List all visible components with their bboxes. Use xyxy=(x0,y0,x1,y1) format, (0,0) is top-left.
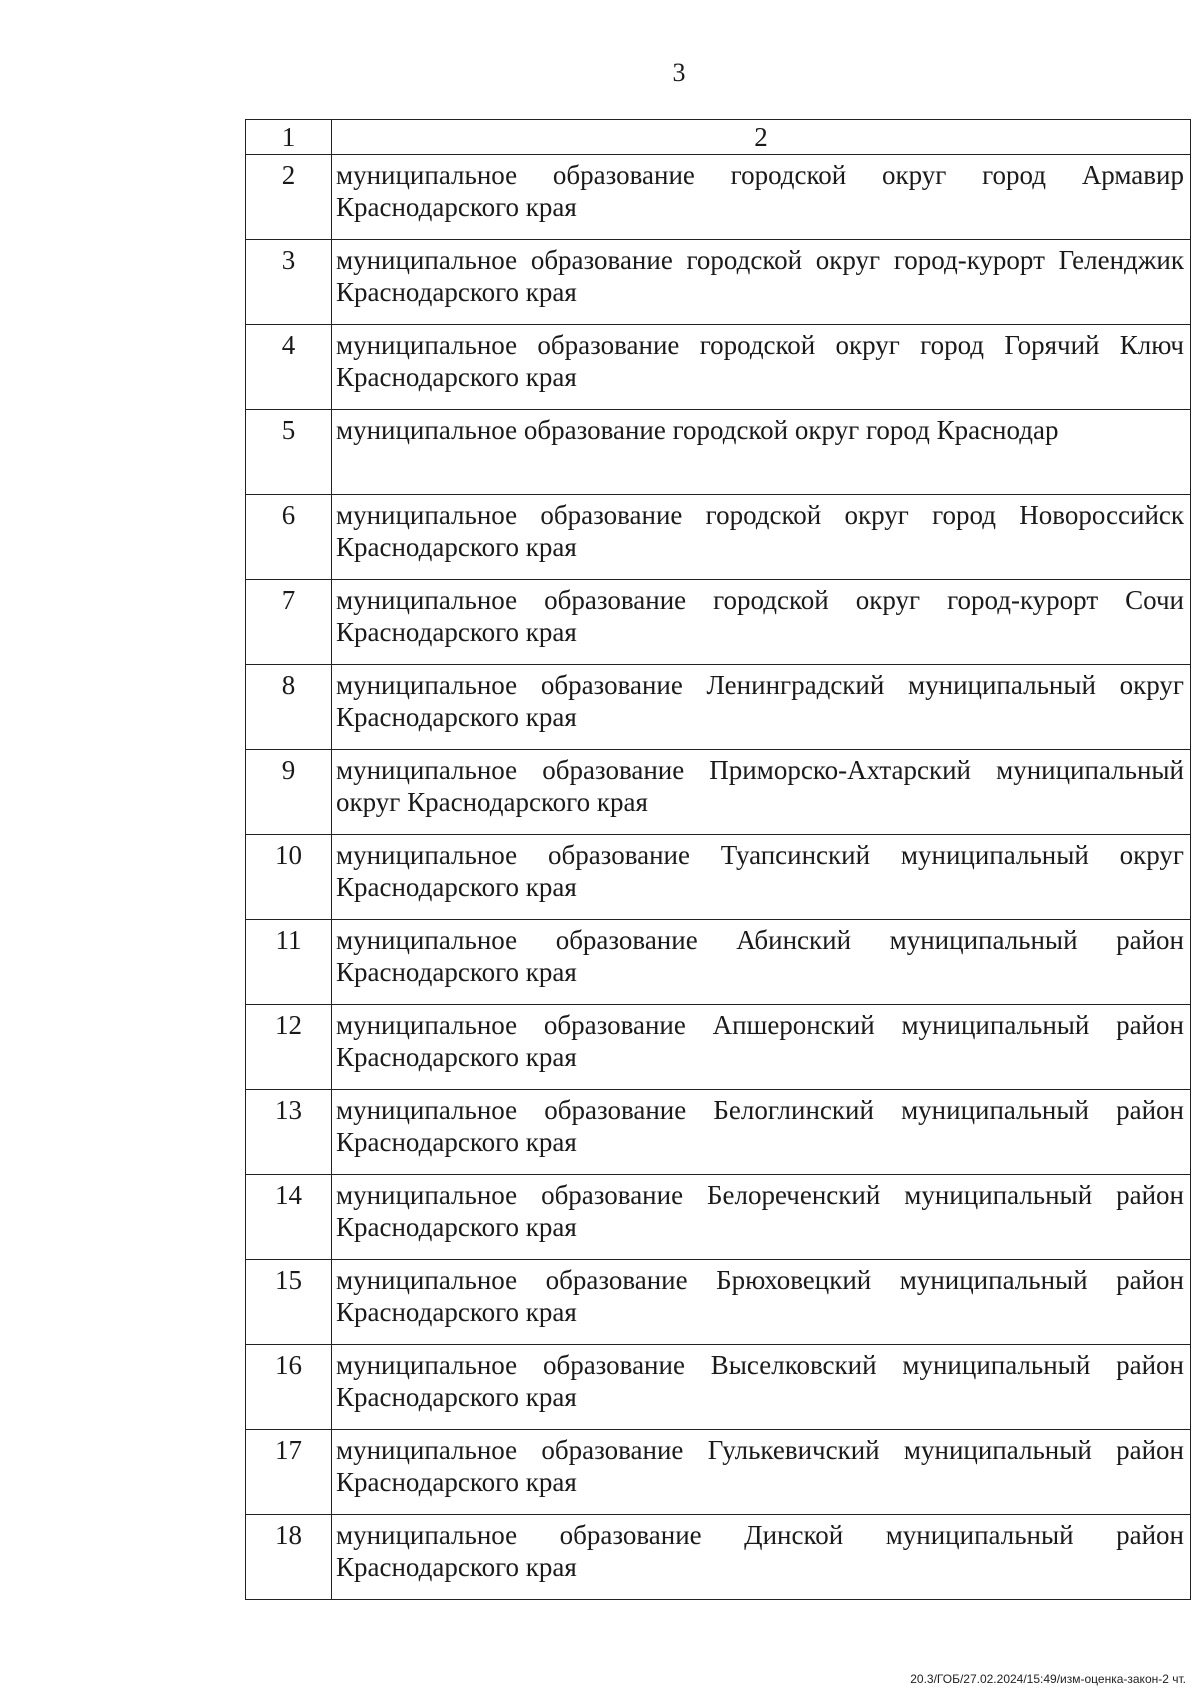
municipality-name: муниципальное образование Белореченский муниципальный район Краснодарского края xyxy=(332,1175,1191,1260)
municipalities-table xyxy=(245,119,1191,1600)
row-number: 7 xyxy=(246,580,332,665)
header-cell-number: 1 xyxy=(246,120,332,155)
table-row xyxy=(246,750,1191,835)
table-row xyxy=(246,1260,1191,1345)
municipality-name: муниципальное образование Гулькевичский муниципальный район Краснодарского края xyxy=(332,1430,1191,1515)
table-row xyxy=(246,495,1191,580)
table-row xyxy=(246,580,1191,665)
table-row xyxy=(246,1090,1191,1175)
table-row xyxy=(246,835,1191,920)
row-number: 17 xyxy=(246,1430,332,1515)
header-cell-name: 2 xyxy=(332,120,1191,155)
table-row xyxy=(246,325,1191,410)
row-number: 12 xyxy=(246,1005,332,1090)
municipality-name: муниципальное образование Белоглинский муниципальный район Краснодарского края xyxy=(332,1090,1191,1175)
row-number: 4 xyxy=(246,325,332,410)
municipality-name: муниципальное образование городской округ город-курорт Геленджик Краснодарского края xyxy=(332,240,1191,325)
row-number: 6 xyxy=(246,495,332,580)
municipality-name: муниципальное образование Апшеронский муниципальный район Краснодарского края xyxy=(332,1005,1191,1090)
municipality-name: муниципальное образование Выселковский муниципальный район Краснодарского края xyxy=(332,1345,1191,1430)
row-number: 10 xyxy=(246,835,332,920)
municipality-name: муниципальное образование городской округ город Горячий Ключ Краснодарского края xyxy=(332,325,1191,410)
table-row xyxy=(246,1345,1191,1430)
row-number: 8 xyxy=(246,665,332,750)
municipality-name: муниципальное образование Брюховецкий муниципальный район Краснодарского края xyxy=(332,1260,1191,1345)
table-row xyxy=(246,1175,1191,1260)
document-footer-code: 20.3/ГОБ/27.02.2024/15:49/изм-оценка-закон-2 чт. xyxy=(910,1672,1186,1686)
row-number: 5 xyxy=(246,410,332,495)
row-number: 16 xyxy=(246,1345,332,1430)
table-header-row xyxy=(246,120,1191,155)
table-row xyxy=(246,1005,1191,1090)
municipality-name: муниципальное образование Ленинградский муниципальный округ Краснодарского края xyxy=(332,665,1191,750)
table-row xyxy=(246,920,1191,1005)
row-number: 13 xyxy=(246,1090,332,1175)
table-row xyxy=(246,155,1191,240)
table-row xyxy=(246,1515,1191,1600)
municipality-name: муниципальное образование Туапсинский муниципальный округ Краснодарского края xyxy=(332,835,1191,920)
table-row xyxy=(246,240,1191,325)
row-number: 2 xyxy=(246,155,332,240)
row-number: 14 xyxy=(246,1175,332,1260)
municipality-name: муниципальное образование городской округ город Краснодар xyxy=(332,410,1191,495)
municipality-name: муниципальное образование Абинский муниципальный район Краснодарского края xyxy=(332,920,1191,1005)
table-row xyxy=(246,665,1191,750)
row-number: 15 xyxy=(246,1260,332,1345)
municipality-name: муниципальное образование Приморско-Ахтарский муниципальный округ Краснодарского края xyxy=(332,750,1191,835)
table-row xyxy=(246,1430,1191,1515)
page-number: 3 xyxy=(672,58,686,87)
row-number: 18 xyxy=(246,1515,332,1600)
municipality-name: муниципальное образование Динской муниципальный район Краснодарского края xyxy=(332,1515,1191,1600)
row-number: 3 xyxy=(246,240,332,325)
municipality-name: муниципальное образование городской округ город-курорт Сочи Краснодарского края xyxy=(332,580,1191,665)
row-number: 9 xyxy=(246,750,332,835)
table-row xyxy=(246,410,1191,495)
row-number: 11 xyxy=(246,920,332,1005)
municipality-name: муниципальное образование городской округ город Новороссийск Краснодарского края xyxy=(332,495,1191,580)
municipality-name: муниципальное образование городской округ город Армавир Краснодарского края xyxy=(332,155,1191,240)
